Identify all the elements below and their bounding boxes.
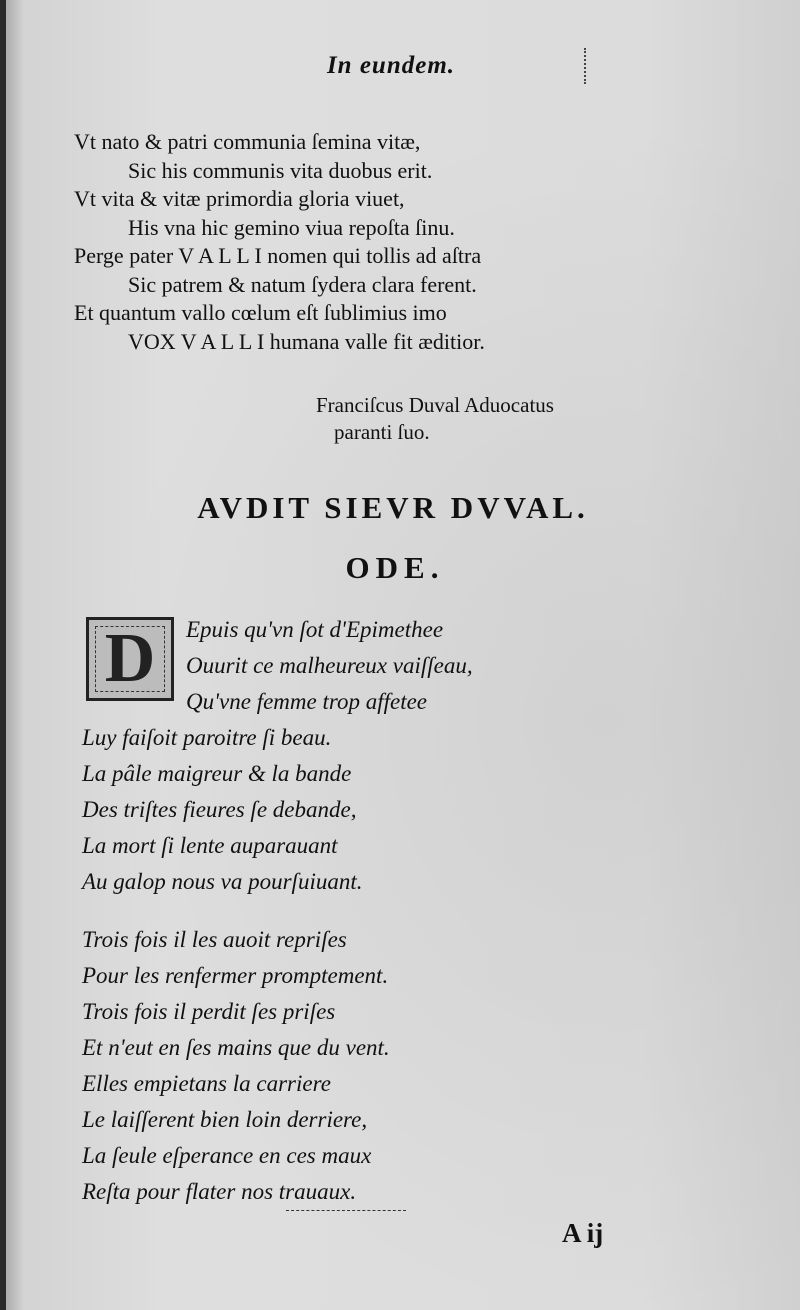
epigram-line: Et quantum vallo cœlum eſt ſublimius imo — [74, 300, 447, 325]
poem-line: Epuis qu'vn ſot d'Epimethee — [186, 617, 444, 642]
poem-line: La pâle maigreur & la bande — [82, 761, 352, 786]
ode-title-text: ODE. — [345, 550, 445, 585]
poem-line: Reſta pour flater nos trauaux. — [82, 1179, 357, 1204]
epigram-line: Perge pater V A L L I nomen qui tollis ad aſtra — [74, 243, 482, 268]
epigram-line: His vna hic gemino viua repoſta ſinu. — [128, 214, 455, 240]
drop-cap-initial: D — [86, 617, 174, 701]
author-signature — [316, 392, 554, 446]
latin-epigram — [74, 128, 634, 356]
poem-line: Qu'vne femme trop affetee — [186, 689, 428, 714]
epigram-line: Vt nato & patri communia ſemina vitæ, — [74, 129, 421, 154]
book-page — [6, 0, 800, 1310]
poem-line: Et n'eut en ſes mains que du vent. — [82, 1035, 390, 1060]
epigram-line: Vt vita & vitæ primordia gloria viuet, — [74, 186, 405, 211]
stanza-break — [82, 900, 602, 922]
poem-line: La ſeule eſperance en ces maux — [82, 1143, 372, 1168]
poem-line: Le laiſſerent bien loin derriere, — [82, 1107, 368, 1132]
poem-line: Trois fois il les auoit repriſes — [82, 927, 347, 952]
signature-line: paranti ſuo. — [334, 420, 430, 444]
poem-line: Ouurit ce malheureux vaiſſeau, — [186, 653, 473, 678]
ode-dedication-heading — [6, 490, 800, 526]
ode-poem — [82, 612, 602, 1210]
closing-rule — [286, 1210, 406, 1211]
poem-line: Pour les renfermer promptement. — [82, 963, 389, 988]
poem-line: Luy faiſoit paroitre ſi beau. — [82, 725, 332, 750]
epigram-line: Sic his communis vita duobus erit. — [128, 157, 433, 183]
poem-line: Des triſtes fieures ſe debande, — [82, 797, 357, 822]
poem-line: Trois fois il perdit ſes priſes — [82, 999, 336, 1024]
epigram-line: Sic patrem & natum ſydera clara ferent. — [128, 271, 477, 297]
signature-line: Franciſcus Duval Aduocatus — [316, 393, 554, 417]
page-heading — [6, 52, 800, 80]
page-heading-text: In eundem. — [326, 52, 456, 79]
ode-title — [6, 550, 800, 586]
poem-line: Elles empietans la carriere — [82, 1071, 331, 1096]
epigram-line: VOX V A L L I humana valle fit æditior. — [128, 328, 485, 354]
signature-mark: A ij — [562, 1218, 604, 1248]
poem-line: La mort ſi lente auparauant — [82, 833, 338, 858]
poem-line: Au galop nous va pourſuiuant. — [82, 869, 363, 894]
ode-dedication-text: AVDIT SIEVR DVVAL. — [197, 490, 589, 525]
